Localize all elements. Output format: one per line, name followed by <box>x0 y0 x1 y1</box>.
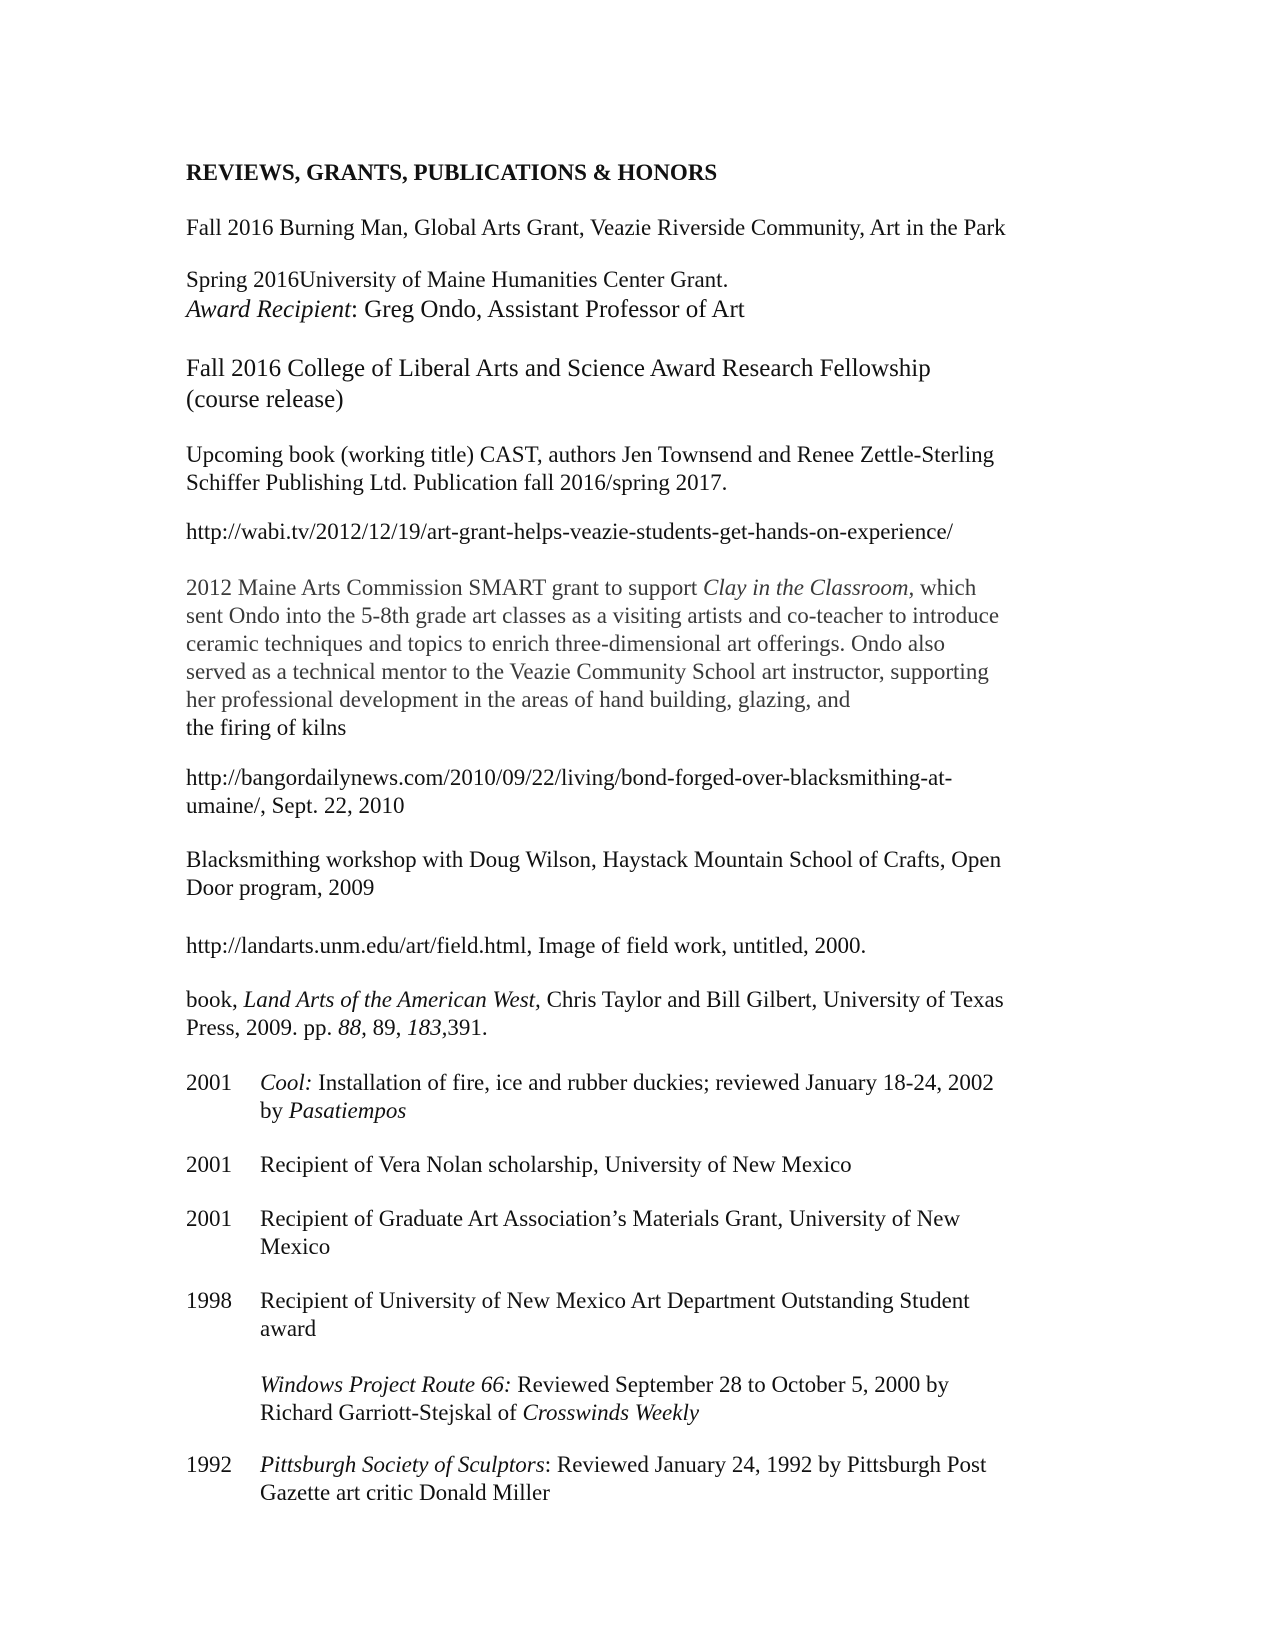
dated-entry <box>186 1451 1086 1507</box>
entry-year: 2001 <box>186 1206 232 1231</box>
entry-text: Windows Project Route 66: Reviewed September 28 to October 5, 2000 by <box>260 1372 950 1397</box>
entry-blacksmithing <box>186 846 1086 902</box>
entry-text: (course release) <box>186 386 344 413</box>
entry-text: Recipient of Graduate Art Association’s Materials Grant, University of New <box>260 1206 961 1231</box>
dated-entry <box>186 1205 1086 1261</box>
entry-text: by Pasatiempos <box>260 1098 407 1123</box>
program-title: Clay in the Classroom, <box>703 575 915 600</box>
entry-text: umaine/, Sept. 22, 2010 <box>186 793 405 818</box>
entry-smart-grant <box>186 574 1086 742</box>
entry-text: Recipient of University of New Mexico Art Department Outstanding Student <box>260 1288 970 1313</box>
entry-text: Spring 2016University of Maine Humanities Center Grant. <box>186 267 729 292</box>
entry-year: 1998 <box>186 1288 232 1313</box>
entry-text: ceramic techniques and topics to enrich three-dimensional art offerings. Ondo also <box>186 631 945 656</box>
entry-text: Schiffer Publishing Ltd. Publication fall 2016/spring 2017. <box>186 470 728 495</box>
entry-text: 2012 Maine Arts Commission SMART grant to support Clay in the Classroom, which <box>186 575 977 600</box>
work-title: Windows Project Route 66: <box>260 1372 512 1397</box>
entry-year: 2001 <box>186 1070 232 1095</box>
section-heading: REVIEWS, GRANTS, PUBLICATIONS & HONORS <box>186 160 718 185</box>
entry-wabi-link <box>186 518 1086 546</box>
entry-text: the firing of kilns <box>186 715 347 740</box>
entry-text: Pittsburgh Society of Sculptors: Reviewed January 24, 1992 by Pittsburgh Post <box>260 1452 987 1477</box>
entry-text: Upcoming book (working title) CAST, authors Jen Townsend and Renee Zettle-Sterling <box>186 442 995 467</box>
entry-year: 1992 <box>186 1452 232 1477</box>
entry-text: Richard Garriott-Stejskal of Crosswinds Weekly <box>260 1400 700 1425</box>
book-title: Land Arts of the American West, <box>243 987 541 1012</box>
entry-text: Blacksmithing workshop with Doug Wilson, Haystack Mountain School of Crafts, Open <box>186 847 1002 872</box>
entry-humanities-grant <box>186 266 1086 325</box>
entry-text: award <box>260 1316 317 1341</box>
url-text: http://landarts.unm.edu/art/field.html, Image of field work, untitled, 2000. <box>186 933 867 958</box>
entry-bdn-link <box>186 764 1086 820</box>
award-recipient-label: Award Recipient <box>186 296 352 323</box>
entry-text: Gazette art critic Donald Miller <box>260 1480 550 1505</box>
entry-text: served as a technical mentor to the Veazie Community School art instructor, supporting <box>186 659 989 684</box>
entry-text: book, Land Arts of the American West, Chris Taylor and Bill Gilbert, University of Texas <box>186 987 1004 1012</box>
entry-text: Mexico <box>260 1234 331 1259</box>
award-recipient-line <box>186 294 1086 325</box>
publication-title: Pasatiempos <box>288 1098 407 1123</box>
award-recipient-name: : Greg Ondo, Assistant Professor of Art <box>351 296 745 323</box>
url-text: http://wabi.tv/2012/12/19/art-grant-helps-veazie-students-get-hands-on-experience/ <box>186 519 954 544</box>
entry-fellowship <box>186 353 1086 415</box>
entry-text: Press, 2009. pp. 88, 89, 183,391. <box>186 1015 488 1040</box>
entry-text: Recipient of Vera Nolan scholarship, University of New Mexico <box>260 1152 852 1177</box>
entry-burning-man <box>186 214 1086 242</box>
dated-entry <box>186 1287 1086 1427</box>
publication-title: Crosswinds Weekly <box>522 1400 700 1425</box>
entry-text: sent Ondo into the 5-8th grade art classes as a visiting artists and co-teacher to introduce <box>186 603 1000 628</box>
work-title: Cool: <box>260 1070 313 1095</box>
dated-entry <box>186 1069 1086 1125</box>
url-text: http://bangordailynews.com/2010/09/22/living/bond-forged-over-blacksmithing-at- <box>186 765 953 790</box>
entry-text: Fall 2016 Burning Man, Global Arts Grant, Veazie Riverside Community, Art in the Park <box>186 215 1006 240</box>
entry-land-arts-book <box>186 986 1086 1042</box>
dated-entry <box>186 1151 1086 1179</box>
work-title: Pittsburgh Society of Sculptors <box>260 1452 545 1477</box>
entry-text: Door program, 2009 <box>186 875 375 900</box>
entry-year: 2001 <box>186 1152 232 1177</box>
entry-landarts-link <box>186 932 1086 960</box>
entry-text: Fall 2016 College of Liberal Arts and Science Award Research Fellowship <box>186 355 931 382</box>
entry-text: her professional development in the areas of hand building, glazing, and <box>186 687 851 712</box>
entry-text: Cool: Installation of fire, ice and rubber duckies; reviewed January 18-24, 2002 <box>260 1070 994 1095</box>
entry-book-cast <box>186 441 1086 497</box>
